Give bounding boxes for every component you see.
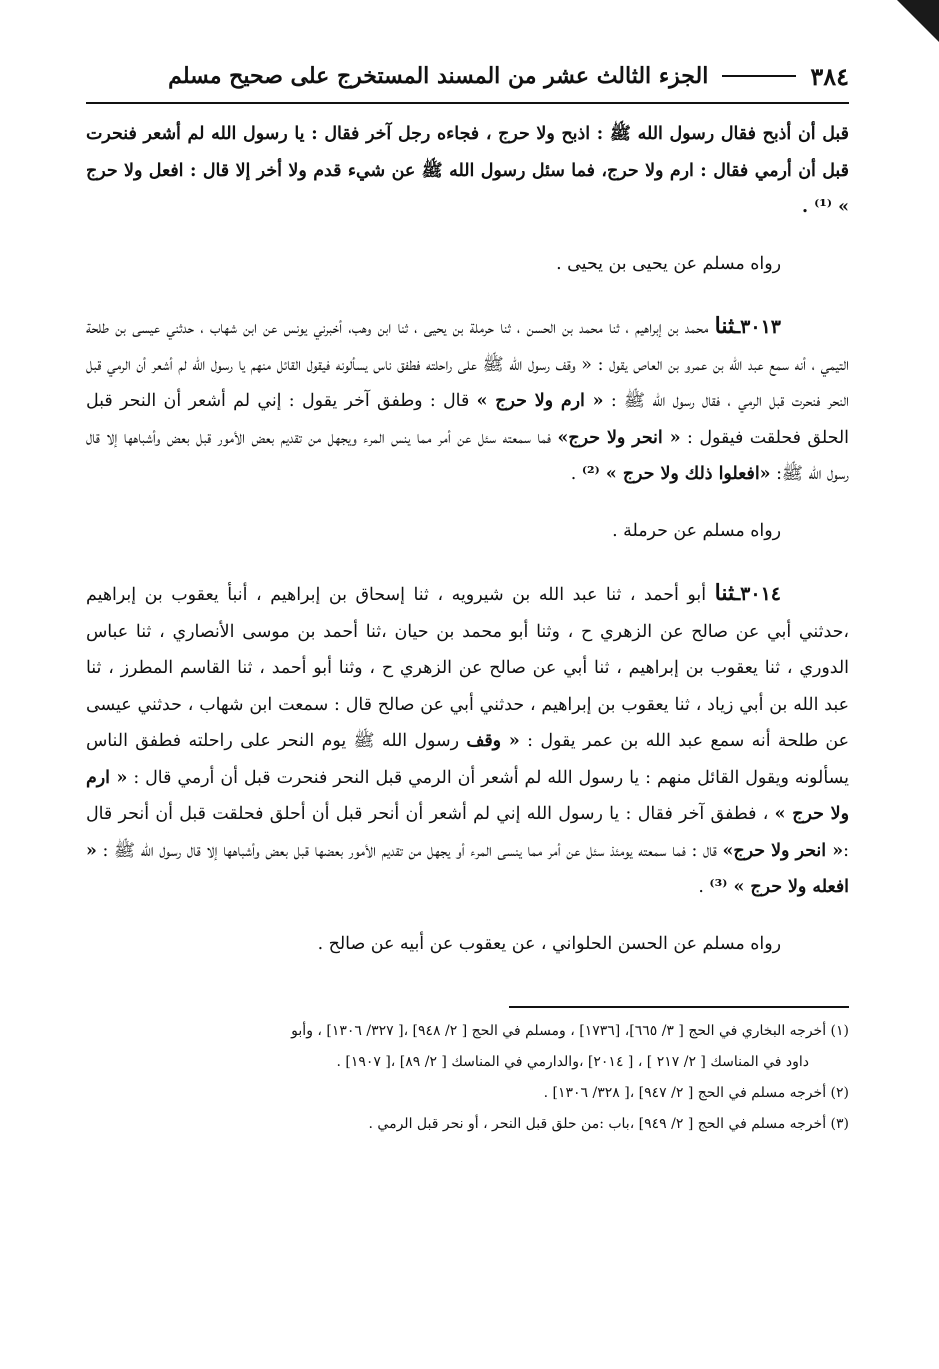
hadith-3014 bbox=[86, 575, 849, 906]
hadith-number: ٣٠١٤ـ bbox=[734, 583, 781, 605]
hadith-text: . bbox=[698, 877, 710, 897]
footnote-1: (١) أخرجه البخاري في الحج [ ٣/ ٦٦٥]، [١٧٣٦] ، ومسلم في الحج [ ٢/ ٩٤٨] ،[ ٣٢٧/ ١٣٠٦] ، وأبو bbox=[291, 1023, 849, 1039]
page-number: ٣٨٤ bbox=[810, 61, 849, 91]
narration-note-3: رواه مسلم عن الحسن الحلواني ، عن يعقوب عن أبيه عن صالح . bbox=[317, 933, 781, 954]
book-page bbox=[86, 56, 849, 1140]
quote: « افعله ولا حرج » ⁽³⁾ bbox=[86, 840, 849, 897]
quote: « وقف bbox=[466, 731, 520, 751]
main-text bbox=[86, 116, 849, 962]
quote: « انحر ولا حرج» bbox=[557, 427, 681, 448]
hadith-text: أبو أحمد ، ثنا عبد الله بن شيرويه ، ثنا إسحاق بن إبراهيم ، أنبأ يعقوب بن إبراهيم ،حدثني أبي عن صالح عن الزهري ح ، وثنا أبو محمد بن حيان ،ثنا أحمد بن موسى الأنصاري ، ثنا عباس الدوري ، ثنا يعقوب بن إبراهيم ، ثنا أبي عن صالح عن الزهري ح ، وثنا أبو أحمد ، ثنا القاسم المطرز ، ثنا عبد الله بن أبي زياد ، ثنا يعقوب بن إبراهيم ، حدثني أبي عن صالح قال : سمعت ابن شهاب ، حدثني عيسى عن طلحة أنه سمع عبد الله بن عمر يقول : bbox=[86, 585, 850, 751]
running-header bbox=[86, 56, 849, 104]
hadith-text: قال : وطفق آخر يقول : إني لم أشعر أن النحر قبل الحلق فحلقت فيقول : bbox=[86, 391, 849, 448]
footnote-separator bbox=[509, 1006, 849, 1008]
hadith-3013 bbox=[86, 308, 849, 493]
hadith-marker: ثنا bbox=[714, 313, 735, 339]
hadith-text: . bbox=[570, 464, 582, 484]
page-corner-shadow bbox=[897, 0, 939, 42]
quote: « ارم ولا حرج » bbox=[476, 391, 604, 411]
hadith-text: ، فطفق آخر فقال : يا رسول الله إني لم أشعر أن أنحر قبل أن أحلق فحلقت قبل أن أنحر قال : bbox=[86, 804, 849, 861]
hadith-text: قال : فما سمعته يومئذ سئل عن أمر مما ينسى المرء أو يجهل من تقديم الأمور بعضها قبل بعض وأشباهها إلا قال رسول الله ﷺ : bbox=[96, 840, 723, 861]
running-title: الجزء الثالث عشر من المسند المستخرج على صحيح مسلم bbox=[168, 63, 709, 89]
footnote-2: (٢) أخرجه مسلم في الحج [ ٢/ ٩٤٧] ،[ ٣٢٨/ ١٣٠٦] . bbox=[543, 1085, 849, 1101]
hadith-text: محمد بن إبراهيم ، ثنا محمد بن الحسن ، ثنا حرملة بن يحيى ، ثنا ابن وهب، أخبرني يونس عن ابن شهاب ، حدثني عيسى بن طلحة التيمي ، أنه سمع عبد الله بن عمرو بن العاص يقول : « وقف رسول الله ﷺ على راحلته فطفق ناس يسألونه فيقول القائل منهم يا رسول الله لم أشعر أن الرمي قبل النحر فنحرت قبل الرمي ، فقال رسول الله ﷺ : bbox=[86, 318, 849, 411]
header-rule bbox=[722, 75, 796, 77]
hadith-number: ٣٠١٣ـ bbox=[734, 316, 781, 338]
footnote-1-continuation: داود في المناسك [ ٢/ ٢١٧ ] ، [ ٢٠١٤] ،والدارمي في المناسك [ ٢/ ٨٩] ،[ ١٩٠٧] . bbox=[336, 1054, 809, 1070]
footnote-3: (٣) أخرجه مسلم في الحج [ ٢/ ٩٤٩] ،باب :من حلق قبل النحر ، أو نحر قبل الرمي . bbox=[368, 1116, 849, 1132]
hadith-text: رسول الله ﷺ يوم النحر على راحلته فطفق الناس يسألونه ويقول القائل منهم : يا رسول الله لم أشعر أن الرمي قبل النحر فنحرت قبل أن أرمي قال : bbox=[86, 731, 849, 788]
hadith-marker: ثنا bbox=[714, 580, 735, 606]
quote: «افعلوا ذلك ولا حرج » ⁽²⁾ bbox=[581, 464, 771, 484]
hadith-continuation: قبل أن أذبح فقال رسول الله ﷺ : اذبح ولا حرج ، فجاءه رجل آخر فقال : يا رسول الله لم أشعر فنحرت قبل أن أرمي فقال : ارم ولا حرج، فما سئل رسول الله ﷺ عن شيء قدم ولا أخر إلا قال : افعل ولا حرج » ⁽¹⁾ . bbox=[86, 124, 849, 217]
hadith-text: فما سمعته سئل عن أمر مما ينس المرء ويجهل من تقديم بعض الأمور قبل بعض وأشباهها إلا قال رسول الله ﷺ: bbox=[86, 427, 849, 484]
narration-note-2: رواه مسلم عن حرملة . bbox=[612, 520, 781, 541]
footnotes bbox=[86, 1016, 849, 1140]
narration-note-1: رواه مسلم عن يحيى بن يحيى . bbox=[556, 253, 781, 274]
quote: « ارم ولا حرج » bbox=[86, 767, 850, 824]
quote: « انحر ولا حرج» bbox=[722, 840, 844, 861]
